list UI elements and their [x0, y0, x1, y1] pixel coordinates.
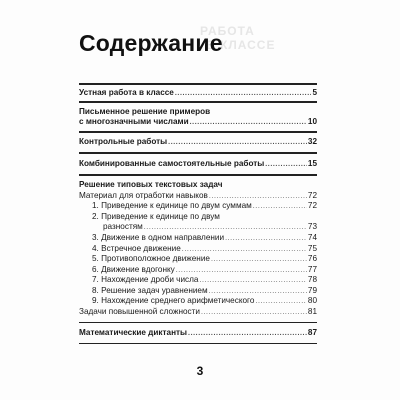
leader-dots	[199, 275, 306, 286]
toc-entry	[79, 233, 317, 244]
toc-entry	[79, 275, 317, 286]
toc-entry-page: 72	[307, 190, 317, 200]
toc-entry-label: Контрольные работы	[79, 136, 168, 146]
leader-dots	[209, 191, 307, 202]
toc-entry-page: 79	[307, 285, 317, 295]
toc-entry-label: 4. Встречное движение	[92, 243, 181, 253]
toc-entry-label: разностям	[103, 222, 143, 232]
page-title: Содержание	[79, 30, 223, 56]
toc-entry	[79, 201, 317, 212]
toc-entry	[79, 88, 317, 99]
toc-entry-page: 75	[307, 243, 317, 253]
toc-entry-label: 1. Приведение к единице по двум суммам	[92, 201, 252, 211]
toc-entry	[79, 328, 317, 339]
divider	[79, 343, 317, 345]
toc-entry-label: 3. Движение в одном направлении	[92, 232, 225, 242]
toc-entry	[79, 296, 317, 307]
leader-dots	[253, 201, 307, 212]
toc-entry	[79, 222, 317, 233]
leader-dots	[176, 265, 307, 276]
toc-entry	[79, 286, 317, 297]
toc-entry-page: 15	[307, 158, 317, 168]
toc-section-written-solutions	[79, 103, 317, 131]
toc-entry-page: 76	[307, 254, 317, 264]
leader-dots	[190, 117, 307, 128]
toc-entry-label: 6. Движение вдогонку	[92, 264, 175, 274]
toc-entry-page: 80	[307, 296, 317, 306]
leader-dots	[188, 328, 307, 339]
toc-section-oral-work	[79, 85, 317, 102]
toc-section-heading: Решение типовых текстовых задач	[79, 179, 223, 189]
toc-entry	[79, 191, 317, 202]
leader-dots	[175, 88, 312, 99]
toc-entry-label: Устная работа в классе	[79, 87, 174, 97]
toc-entry	[79, 159, 317, 170]
toc-section-text-problems	[79, 176, 317, 322]
leader-dots	[168, 137, 307, 148]
toc-entry-label: Задачи повышенной сложности	[79, 307, 200, 317]
table-of-contents	[79, 83, 317, 344]
toc-entry-label-line1	[79, 212, 317, 223]
toc-entry	[79, 254, 317, 265]
toc-entry-label: 2. Приведение к единице по двум	[92, 211, 220, 221]
toc-entry	[79, 244, 317, 255]
toc-section-tests	[79, 133, 317, 153]
page-number: 3	[196, 364, 204, 378]
toc-section-dictations	[79, 323, 317, 343]
toc-entry-page: 10	[307, 117, 317, 127]
toc-entry-page: 77	[307, 264, 317, 274]
leader-dots	[225, 233, 307, 244]
leader-dots	[201, 307, 307, 318]
leader-dots	[211, 254, 307, 265]
toc-entry-label: 5. Противоположное движение	[92, 254, 210, 264]
toc-entry-label: с многозначными числами	[79, 117, 189, 127]
toc-entry	[79, 117, 317, 128]
leader-dots	[265, 159, 307, 170]
toc-entry	[79, 265, 317, 276]
toc-entry-label: Комбинированные самостоятельные работы	[79, 158, 265, 168]
toc-entry-label-line1: Письменное решение примеров	[79, 106, 211, 116]
toc-entry-label: 8. Решение задач уравнением	[92, 285, 208, 295]
leader-dots	[144, 222, 307, 233]
toc-entry-page: 74	[307, 232, 317, 242]
faded-heading-line: РАБОТА	[200, 24, 255, 38]
toc-entry-page: 87	[307, 328, 317, 338]
leader-dots	[255, 296, 306, 307]
toc-entry-label: 7. Нахождение дроби числа	[92, 275, 199, 285]
toc-entry-label: Математические диктанты	[79, 328, 188, 338]
toc-section-combined-work	[79, 154, 317, 175]
leader-dots	[209, 286, 307, 297]
toc-entry-page: 73	[307, 222, 317, 232]
faded-heading-line: В КЛАССЕ	[206, 38, 276, 52]
toc-entry-page: 32	[307, 136, 317, 146]
toc-entry	[79, 307, 317, 318]
leader-dots	[182, 244, 307, 255]
toc-entry	[79, 137, 317, 148]
toc-entry-page: 78	[307, 275, 317, 285]
toc-entry-page: 5	[312, 87, 317, 97]
toc-entry-label: Материал для отработки навыков	[79, 190, 208, 200]
toc-entry-page: 72	[307, 201, 317, 211]
toc-entry-page: 81	[307, 307, 317, 317]
toc-entry-label: 9. Нахождение среднего арифметического	[92, 296, 255, 306]
